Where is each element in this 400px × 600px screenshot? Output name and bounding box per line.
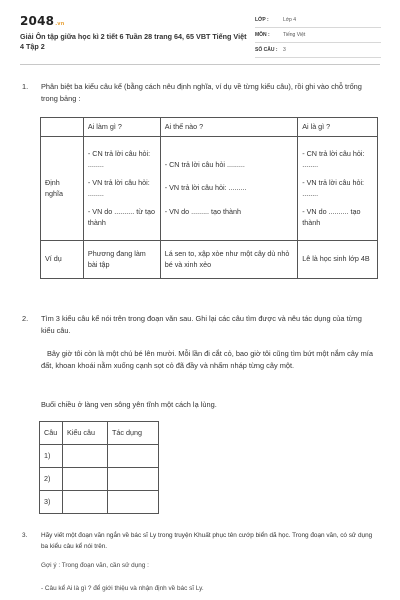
table-header-cell: Ai thế nào ?	[160, 118, 297, 137]
hint-title: Gợi ý : Trong đoạn văn, cần sử dụng :	[41, 562, 149, 569]
table-row	[40, 445, 159, 468]
definition-line: - VN do .......... tạo thành	[302, 207, 361, 227]
answer-cell	[63, 468, 108, 491]
question-number: 2.	[22, 314, 29, 323]
answer-cell	[108, 445, 159, 468]
meta-row-count	[255, 44, 381, 58]
table-header-cell	[41, 118, 84, 137]
table-row	[40, 468, 159, 491]
site-logo[interactable]	[20, 14, 65, 28]
definition-label: Định nghĩa	[41, 137, 84, 241]
question-number: 1.	[22, 82, 29, 91]
table-header-row	[41, 118, 378, 137]
example-row	[41, 241, 378, 279]
row-label: 1)	[40, 445, 63, 468]
example-label: Ví dụ	[41, 241, 84, 279]
answer-cell	[108, 468, 159, 491]
question-text: Hãy viết một đoạn văn ngắn về bác sĩ Ly trong truyện Khuất phục tên cướp biển dã học. Trong đoạn văn, có sử dụng ba kiểu câu kể nói trên.	[41, 532, 373, 550]
definition-cell	[298, 137, 378, 241]
meta-row-class	[255, 14, 381, 28]
definition-row	[41, 137, 378, 241]
question-number: 3.	[22, 532, 28, 539]
page-title: Giải Ôn tập giữa học kì 2 tiết 6 Tuần 28 trang 64, 65 VBT Tiếng Việt 4 Tập 2	[20, 32, 247, 51]
table-header-cell: Ai làm gì ?	[83, 118, 160, 137]
table-header-cell: Kiểu câu	[63, 422, 108, 445]
definition-line: - VN do ......... tạo thành	[164, 206, 242, 216]
logo-suffix: .vn	[55, 21, 65, 27]
definition-cell	[160, 137, 297, 241]
sentence-types-table	[40, 117, 378, 279]
passage-paragraph: Bây giờ tôi còn là một chú bé lên mười. Mỗi lần đi cắt cỏ, bao giờ tôi cũng tìm bứt một nắm cây mía đất, khoan khoái nằm xuống cạnh sọt cỏ đã đầy và nhấm nháp từng cây một.	[41, 349, 373, 370]
document-header	[0, 0, 400, 62]
example-cell: Lá sen to, xập xòe như một cây dù nhỏ bé và xinh xẻo	[160, 241, 297, 279]
definition-line: - VN do .......... từ tạo thành	[87, 207, 156, 227]
definition-line: - VN trả lời câu hỏi: .........	[164, 183, 247, 193]
hint-line: - Câu kể Ai là gì ? để giới thiệu và nhận định về bác sĩ Ly.	[41, 585, 204, 592]
question-text: Phân biệt ba kiểu câu kể (bằng cách nêu định nghĩa, ví dụ về từng kiểu câu), rồi ghi vào chỗ trống trong bảng :	[41, 82, 362, 103]
meta-key: LỚP :	[255, 17, 269, 23]
table-header-cell: Ai là gì ?	[298, 118, 378, 137]
row-label: 3)	[40, 491, 63, 514]
answer-cell	[108, 491, 159, 514]
logo-text: 2048	[20, 14, 55, 28]
answer-cell	[63, 491, 108, 514]
table-header-cell: Câu	[40, 422, 63, 445]
definition-line: - CN trả lời câu hỏi: ........	[87, 149, 151, 169]
meta-value: Tiếng Việt	[283, 32, 306, 38]
definition-line: - VN trả lời câu hỏi: ........	[302, 178, 365, 198]
definition-cell	[83, 137, 160, 241]
meta-row-subject	[255, 29, 381, 43]
table-row	[40, 491, 159, 514]
passage-paragraph: Buổi chiều ở làng ven sông yên tĩnh một cách lạ lùng.	[41, 400, 217, 409]
answer-table	[39, 421, 159, 514]
example-cell: Phương đang làm bài tập	[83, 241, 160, 279]
meta-key: SỐ CÂU :	[255, 47, 278, 53]
row-label: 2)	[40, 468, 63, 491]
answer-cell	[63, 445, 108, 468]
definition-line: - VN trả lời câu hỏi: ........	[87, 178, 150, 198]
meta-key: MÔN :	[255, 32, 270, 38]
meta-value: Lớp 4	[283, 17, 297, 23]
example-cell: Lê là học sinh lớp 4B	[298, 241, 378, 279]
meta-value: 3	[283, 47, 286, 53]
meta-info	[255, 14, 381, 59]
table-header-cell: Tác dụng	[108, 422, 159, 445]
definition-line: - CN trả lời câu hỏi: ........	[302, 149, 365, 169]
question-text: Tìm 3 kiểu câu kể nói trên trong đoạn văn sau. Ghi lại các câu tìm được và nêu tác dụng của từng kiểu câu.	[41, 314, 362, 335]
table-header-row	[40, 422, 159, 445]
header-divider	[20, 64, 380, 65]
definition-line: - CN trả lời câu hỏi .........	[164, 159, 245, 169]
